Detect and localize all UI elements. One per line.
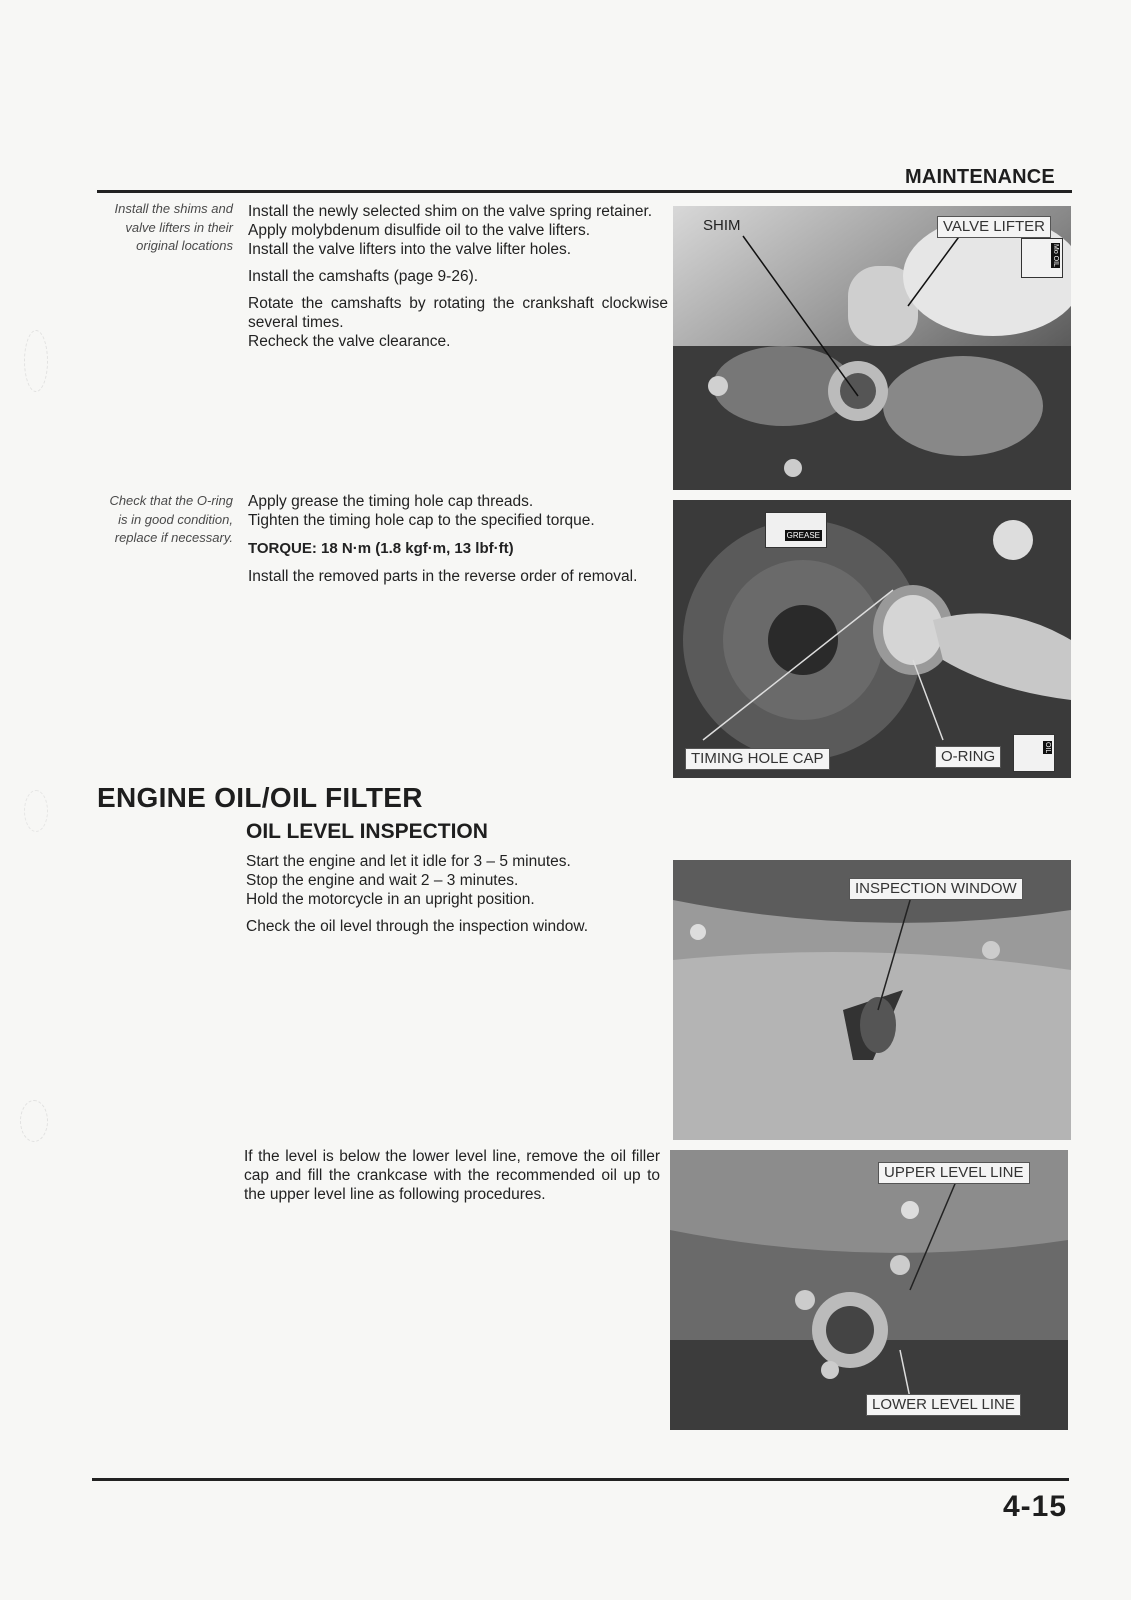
callout-shim: SHIM — [703, 217, 741, 234]
oil-fill-text — [244, 1147, 660, 1204]
side-note-shims: Install the shims and valve lifters in their original locations — [114, 201, 233, 253]
figure-timing-hole-cap — [673, 500, 1071, 778]
paragraph: Tighten the timing hole cap to the specified torque. — [248, 512, 595, 529]
scan-artifact — [24, 330, 48, 392]
callout-o-ring: O-RING — [935, 746, 1001, 768]
figure-valve-lifter — [673, 206, 1071, 490]
block1-text — [248, 202, 668, 351]
mo-oil-icon-label: Mo OIL — [1052, 244, 1059, 267]
photo-oil-window — [670, 1150, 1068, 1430]
paragraph: Rotate the camshafts by rotating the crankshaft clockwise several times. — [248, 295, 668, 331]
paragraph: Install the removed parts in the reverse order of removal. — [248, 568, 638, 585]
figure-level-lines — [670, 1150, 1068, 1430]
callout-upper-level-line: UPPER LEVEL LINE — [878, 1162, 1030, 1184]
grease-icon-label: GREASE — [786, 531, 820, 540]
paragraph: Stop the engine and wait 2 – 3 minutes. — [246, 872, 519, 889]
paragraph: Hold the motorcycle in an upright position. — [246, 891, 535, 908]
scan-artifact — [24, 790, 48, 832]
paragraph: Recheck the valve clearance. — [248, 333, 451, 350]
section-subtitle: OIL LEVEL INSPECTION — [246, 820, 488, 843]
callout-timing-hole-cap: TIMING HOLE CAP — [685, 748, 830, 770]
section-title: ENGINE OIL/OIL FILTER — [97, 782, 423, 813]
callout-lower-level-line: LOWER LEVEL LINE — [866, 1394, 1021, 1416]
grease-icon — [765, 512, 827, 548]
paragraph: Install the valve lifters into the valve lifter holes. — [248, 241, 572, 258]
paragraph: Apply molybdenum disulfide oil to the valve lifters. — [248, 222, 591, 239]
torque-spec: TORQUE: 18 N·m (1.8 kgf·m, 13 lbf·ft) — [248, 540, 514, 557]
callout-inspection-window: INSPECTION WINDOW — [849, 878, 1023, 900]
paragraph: Start the engine and let it idle for 3 – 5 minutes. — [246, 853, 571, 870]
scan-artifact — [20, 1100, 48, 1142]
oil-level-text — [246, 852, 656, 936]
paragraph: Apply grease the timing hole cap threads. — [248, 493, 534, 510]
side-note-oring: Check that the O-ring is in good condition, replace if necessary. — [109, 493, 233, 545]
callout-valve-lifter: VALVE LIFTER — [937, 216, 1051, 238]
oil-icon — [1013, 734, 1055, 772]
photo-engine-head — [673, 206, 1071, 490]
footer-rule — [92, 1478, 1069, 1481]
block2-text — [248, 492, 668, 586]
paragraph: Install the newly selected shim on the valve spring retainer. — [248, 203, 653, 220]
header-rule — [97, 190, 1072, 193]
paragraph: Install the camshafts (page 9-26). — [248, 268, 479, 285]
page-number: 4-15 — [1003, 1490, 1068, 1523]
paragraph: If the level is below the lower level line, remove the oil filler cap and fill the crankcase with the recommended oil up to the upper level line as following procedures. — [244, 1148, 660, 1203]
oil-icon-label: OIL — [1044, 742, 1051, 754]
photo-crankcase — [673, 860, 1071, 1140]
section-header: MAINTENANCE — [905, 166, 1055, 188]
figure-inspection-window — [673, 860, 1071, 1140]
photo-timing-cover — [673, 500, 1071, 778]
mo-oil-icon — [1021, 238, 1063, 278]
paragraph: Check the oil level through the inspection window. — [246, 918, 589, 935]
